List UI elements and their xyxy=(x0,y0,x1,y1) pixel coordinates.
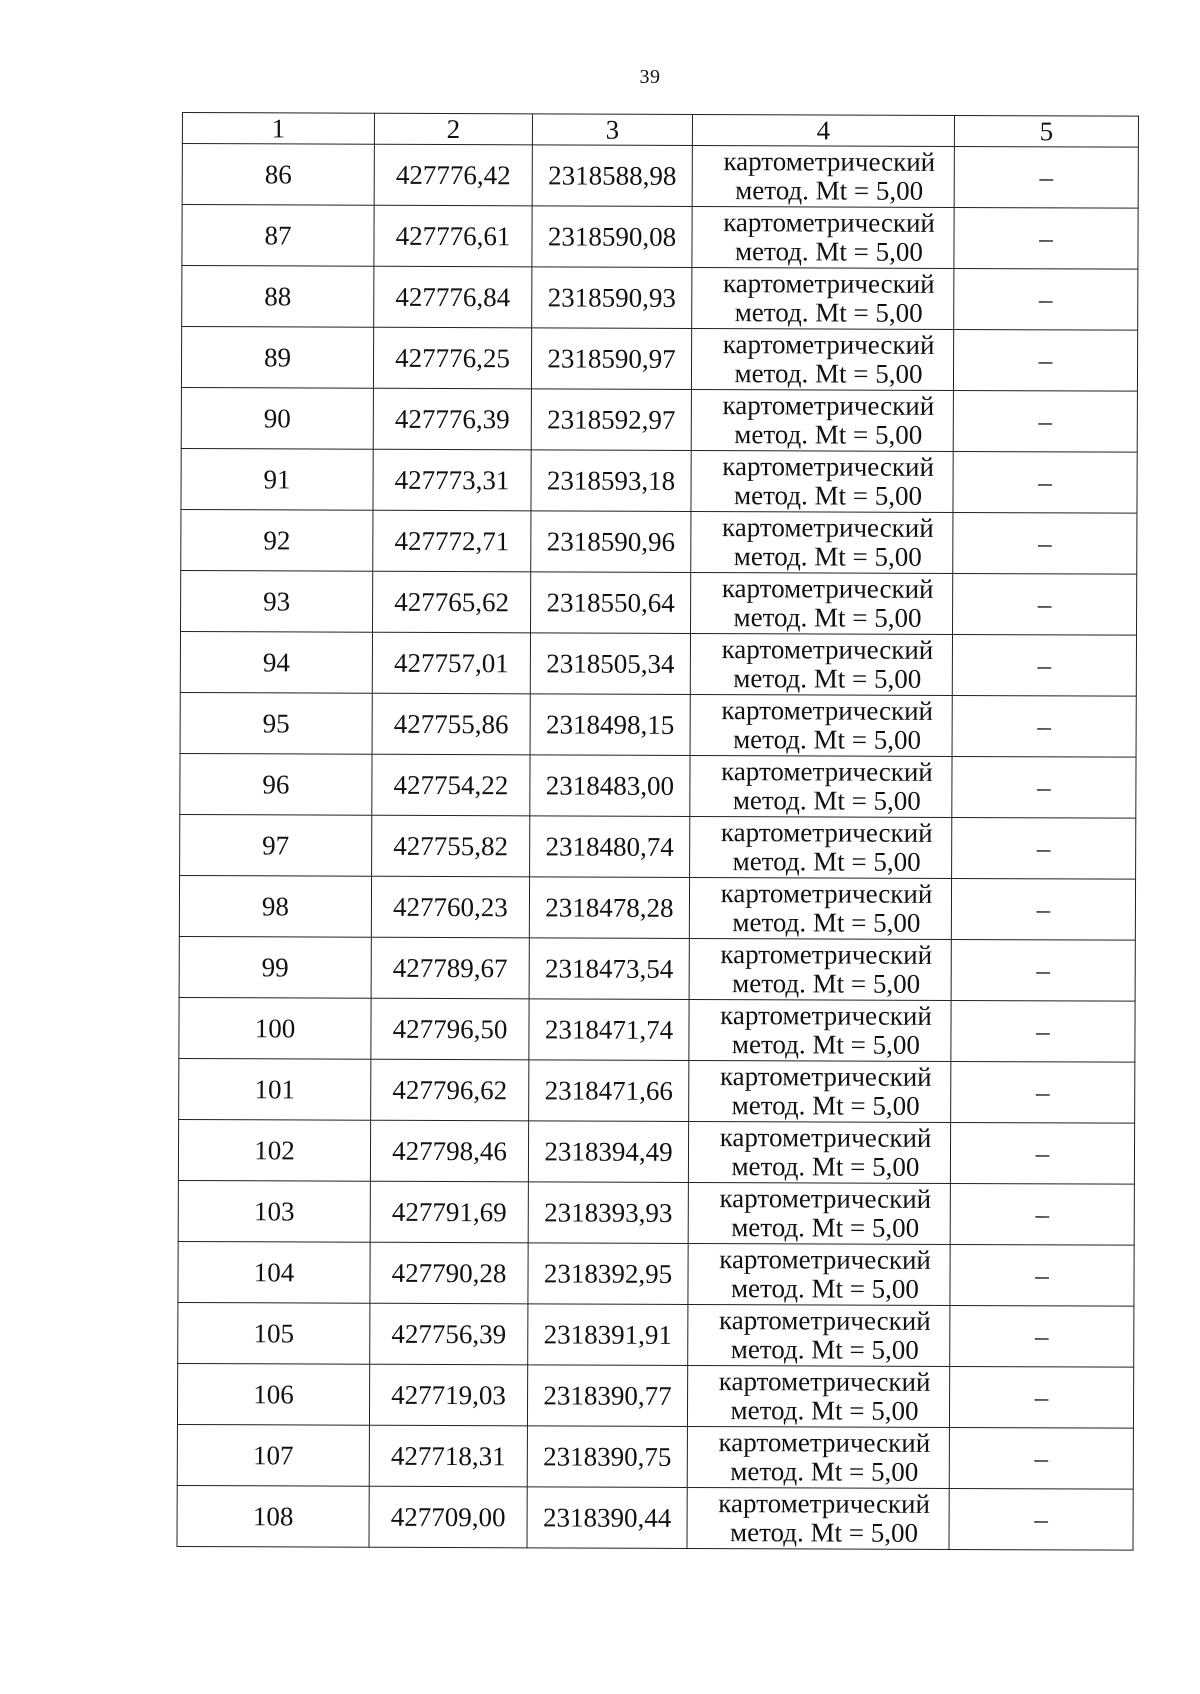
method-line-2: метод. Mt = 5,00 xyxy=(732,907,921,938)
table-row xyxy=(181,387,1137,452)
point-number-cell: 100 xyxy=(179,997,371,1059)
method-line-2: метод. Mt = 5,00 xyxy=(735,175,924,206)
table-row xyxy=(180,814,1136,879)
point-number-cell: 90 xyxy=(181,387,373,449)
y-coordinate-cell: 2318480,74 xyxy=(530,816,690,878)
x-coordinate-cell: 427776,61 xyxy=(374,205,532,267)
method-cell xyxy=(691,328,953,390)
method-line-2: метод. Mt = 5,00 xyxy=(732,785,921,816)
table-row xyxy=(178,1302,1134,1367)
note-cell: – xyxy=(953,390,1137,452)
table-row xyxy=(179,997,1135,1062)
method-line-1: картометрический xyxy=(718,1427,931,1458)
x-coordinate-cell: 427756,39 xyxy=(370,1303,528,1365)
method-line-1: картометрический xyxy=(719,1061,932,1092)
y-coordinate-cell: 2318590,96 xyxy=(531,511,691,573)
method-line-2: метод. Mt = 5,00 xyxy=(731,1029,920,1060)
method-cell xyxy=(689,938,951,1000)
table-row xyxy=(180,631,1136,696)
table-row xyxy=(179,875,1135,940)
note-cell: – xyxy=(952,817,1136,879)
method-line-1: картометрический xyxy=(718,1305,931,1336)
x-coordinate-cell: 427718,31 xyxy=(369,1425,527,1487)
method-line-2: метод. Mt = 5,00 xyxy=(732,968,921,999)
x-coordinate-cell: 427776,25 xyxy=(373,327,531,389)
point-number-cell: 98 xyxy=(179,875,371,937)
y-coordinate-cell: 2318592,97 xyxy=(531,389,691,451)
point-number-cell: 95 xyxy=(180,692,372,754)
method-line-2: метод. Mt = 5,00 xyxy=(730,1273,920,1304)
method-cell xyxy=(690,633,952,695)
table-row xyxy=(181,448,1137,513)
y-coordinate-cell: 2318391,91 xyxy=(528,1304,688,1366)
method-line-2: метод. Mt = 5,00 xyxy=(730,1456,919,1487)
y-coordinate-cell: 2318483,00 xyxy=(530,755,690,817)
y-coordinate-cell: 2318590,93 xyxy=(532,267,692,329)
method-line-2: метод. Mt = 5,00 xyxy=(731,1212,920,1243)
point-number-cell: 102 xyxy=(178,1119,370,1181)
method-cell xyxy=(691,511,953,573)
method-line-2: метод. Mt = 5,00 xyxy=(734,297,923,328)
method-line-2: метод. Mt = 5,00 xyxy=(733,480,923,511)
y-coordinate-cell: 2318505,34 xyxy=(530,633,690,695)
method-line-1: картометрический xyxy=(720,817,933,848)
x-coordinate-cell: 427709,00 xyxy=(369,1486,527,1548)
method-cell xyxy=(691,450,953,512)
method-cell xyxy=(688,1304,950,1366)
y-coordinate-cell: 2318590,08 xyxy=(532,206,692,268)
y-coordinate-cell: 2318392,95 xyxy=(528,1243,688,1305)
method-line-1: картометрический xyxy=(719,1183,932,1214)
method-line-1: картометрический xyxy=(720,939,933,970)
method-line-1: картометрический xyxy=(721,573,934,604)
note-cell: – xyxy=(951,1000,1135,1062)
point-number-cell: 107 xyxy=(177,1424,369,1486)
table-body xyxy=(177,144,1138,1551)
point-number-cell: 88 xyxy=(182,266,374,328)
coordinates-table-wrapper xyxy=(176,112,1138,1551)
method-cell xyxy=(688,1243,950,1305)
method-cell xyxy=(692,206,954,268)
method-line-1: картометрический xyxy=(722,390,935,421)
method-line-1: картометрический xyxy=(722,268,935,299)
x-coordinate-cell: 427772,71 xyxy=(373,510,531,572)
method-cell xyxy=(690,816,952,878)
note-cell: – xyxy=(950,1244,1134,1306)
method-line-1: картометрический xyxy=(721,634,934,665)
y-coordinate-cell: 2318471,74 xyxy=(529,999,689,1061)
method-line-1: картометрический xyxy=(719,1122,932,1153)
table-header-row xyxy=(182,113,1138,148)
method-cell xyxy=(689,999,951,1061)
y-coordinate-cell: 2318590,97 xyxy=(531,328,691,390)
note-cell: – xyxy=(954,207,1138,269)
point-number-cell: 108 xyxy=(177,1485,369,1547)
x-coordinate-cell: 427776,84 xyxy=(374,266,532,328)
method-line-2: метод. Mt = 5,00 xyxy=(733,602,922,633)
x-coordinate-cell: 427754,22 xyxy=(372,754,530,816)
method-line-1: картометрический xyxy=(721,756,933,787)
method-line-2: метод. Mt = 5,00 xyxy=(730,1517,919,1548)
x-coordinate-cell: 427798,46 xyxy=(370,1120,528,1182)
y-coordinate-cell: 2318478,28 xyxy=(529,877,689,939)
note-cell: – xyxy=(952,756,1136,818)
x-coordinate-cell: 427755,86 xyxy=(372,693,530,755)
point-number-cell: 86 xyxy=(182,144,374,206)
table-row xyxy=(181,327,1137,392)
point-number-cell: 91 xyxy=(181,448,373,510)
y-coordinate-cell: 2318390,44 xyxy=(527,1487,687,1549)
point-number-cell: 94 xyxy=(180,631,372,693)
y-coordinate-cell: 2318390,75 xyxy=(527,1426,687,1488)
y-coordinate-cell: 2318394,49 xyxy=(528,1121,688,1183)
method-line-1: картометрический xyxy=(723,146,936,177)
note-cell: – xyxy=(951,1061,1135,1123)
column-header-4: 4 xyxy=(692,114,954,146)
x-coordinate-cell: 427776,39 xyxy=(373,388,531,450)
point-number-cell: 105 xyxy=(178,1302,370,1364)
table-row xyxy=(182,205,1138,270)
table-row xyxy=(178,1241,1134,1306)
table-row xyxy=(179,1058,1135,1123)
table-row xyxy=(178,1119,1134,1184)
method-cell xyxy=(687,1365,949,1427)
note-cell: – xyxy=(952,634,1136,696)
y-coordinate-cell: 2318550,64 xyxy=(531,572,691,634)
method-line-2: метод. Mt = 5,00 xyxy=(733,663,922,694)
method-cell xyxy=(692,145,954,207)
note-cell: – xyxy=(953,512,1137,574)
point-number-cell: 97 xyxy=(180,814,372,876)
x-coordinate-cell: 427789,67 xyxy=(371,937,529,999)
point-number-cell: 99 xyxy=(179,936,371,998)
x-coordinate-cell: 427791,69 xyxy=(370,1181,528,1243)
x-coordinate-cell: 427760,23 xyxy=(371,876,529,938)
method-line-1: картометрический xyxy=(722,512,934,543)
method-cell xyxy=(692,267,954,329)
y-coordinate-cell: 2318588,98 xyxy=(532,145,692,207)
note-cell: – xyxy=(950,1305,1134,1367)
x-coordinate-cell: 427755,82 xyxy=(372,815,530,877)
method-cell xyxy=(691,389,953,451)
table-row xyxy=(177,1424,1133,1489)
note-cell: – xyxy=(954,268,1138,330)
method-line-2: метод. Mt = 5,00 xyxy=(732,846,921,877)
table-row xyxy=(181,570,1137,635)
note-cell: – xyxy=(949,1488,1133,1550)
y-coordinate-cell: 2318473,54 xyxy=(529,938,689,1000)
method-line-2: метод. Mt = 5,00 xyxy=(733,724,922,755)
method-line-1: картометрический xyxy=(723,207,935,238)
coordinates-table xyxy=(176,112,1139,1551)
table-row xyxy=(180,692,1136,757)
note-cell: – xyxy=(953,451,1137,513)
column-header-1: 1 xyxy=(182,113,374,145)
x-coordinate-cell: 427776,42 xyxy=(374,144,532,206)
x-coordinate-cell: 427796,50 xyxy=(371,998,529,1060)
point-number-cell: 93 xyxy=(181,570,373,632)
method-line-1: картометрический xyxy=(722,329,935,360)
point-number-cell: 101 xyxy=(179,1058,371,1120)
note-cell: – xyxy=(952,695,1136,757)
x-coordinate-cell: 427719,03 xyxy=(369,1364,527,1426)
table-row xyxy=(180,753,1136,818)
y-coordinate-cell: 2318593,18 xyxy=(531,450,691,512)
page-number: 39 xyxy=(639,66,661,88)
point-number-cell: 96 xyxy=(180,753,372,815)
table-row xyxy=(181,509,1137,574)
note-cell: – xyxy=(951,878,1135,940)
note-cell: – xyxy=(949,1366,1133,1428)
method-line-2: метод. Mt = 5,00 xyxy=(734,419,923,450)
method-cell xyxy=(689,877,951,939)
method-line-2: метод. Mt = 5,00 xyxy=(730,1334,919,1365)
method-cell xyxy=(688,1182,950,1244)
method-line-2: метод. Mt = 5,00 xyxy=(731,1090,920,1121)
method-cell xyxy=(689,1060,951,1122)
table-row xyxy=(177,1485,1133,1550)
x-coordinate-cell: 427796,62 xyxy=(371,1059,529,1121)
note-cell: – xyxy=(950,1122,1134,1184)
note-cell: – xyxy=(951,939,1135,1001)
method-line-2: метод. Mt = 5,00 xyxy=(731,1151,920,1182)
method-line-1: картометрический xyxy=(720,1000,932,1031)
method-cell xyxy=(690,694,952,756)
method-line-1: картометрический xyxy=(718,1488,931,1519)
column-header-3: 3 xyxy=(532,114,692,146)
note-cell: – xyxy=(952,573,1136,635)
method-line-2: метод. Mt = 5,00 xyxy=(733,541,922,572)
note-cell: – xyxy=(949,1427,1133,1489)
method-line-1: картометрический xyxy=(720,878,933,909)
column-header-2: 2 xyxy=(374,113,532,145)
method-cell xyxy=(691,572,953,634)
note-cell: – xyxy=(954,146,1138,208)
note-cell: – xyxy=(953,329,1137,391)
y-coordinate-cell: 2318390,77 xyxy=(527,1365,687,1427)
y-coordinate-cell: 2318471,66 xyxy=(529,1060,689,1122)
method-line-2: метод. Mt = 5,00 xyxy=(730,1395,919,1426)
method-line-1: картометрический xyxy=(722,451,935,482)
column-header-5: 5 xyxy=(954,115,1138,147)
point-number-cell: 89 xyxy=(181,327,373,389)
method-cell xyxy=(687,1487,949,1549)
method-line-1: картометрический xyxy=(721,695,934,726)
point-number-cell: 103 xyxy=(178,1180,370,1242)
table-row xyxy=(182,144,1138,209)
table-row xyxy=(177,1363,1133,1428)
method-line-1: картометрический xyxy=(719,1244,931,1275)
method-line-2: метод. Mt = 5,00 xyxy=(734,236,924,267)
method-cell xyxy=(688,1121,950,1183)
point-number-cell: 92 xyxy=(181,509,373,571)
point-number-cell: 87 xyxy=(182,205,374,267)
y-coordinate-cell: 2318393,93 xyxy=(528,1182,688,1244)
x-coordinate-cell: 427765,62 xyxy=(373,571,531,633)
table-row xyxy=(179,936,1135,1001)
table-row xyxy=(182,266,1138,331)
table-row xyxy=(178,1180,1134,1245)
point-number-cell: 106 xyxy=(177,1363,369,1425)
method-cell xyxy=(687,1426,949,1488)
point-number-cell: 104 xyxy=(178,1241,370,1303)
x-coordinate-cell: 427790,28 xyxy=(370,1242,528,1304)
x-coordinate-cell: 427757,01 xyxy=(372,632,530,694)
x-coordinate-cell: 427773,31 xyxy=(373,449,531,511)
method-cell xyxy=(690,755,952,817)
method-line-2: метод. Mt = 5,00 xyxy=(734,358,923,389)
note-cell: – xyxy=(950,1183,1134,1245)
y-coordinate-cell: 2318498,15 xyxy=(530,694,690,756)
method-line-1: картометрический xyxy=(718,1366,931,1397)
